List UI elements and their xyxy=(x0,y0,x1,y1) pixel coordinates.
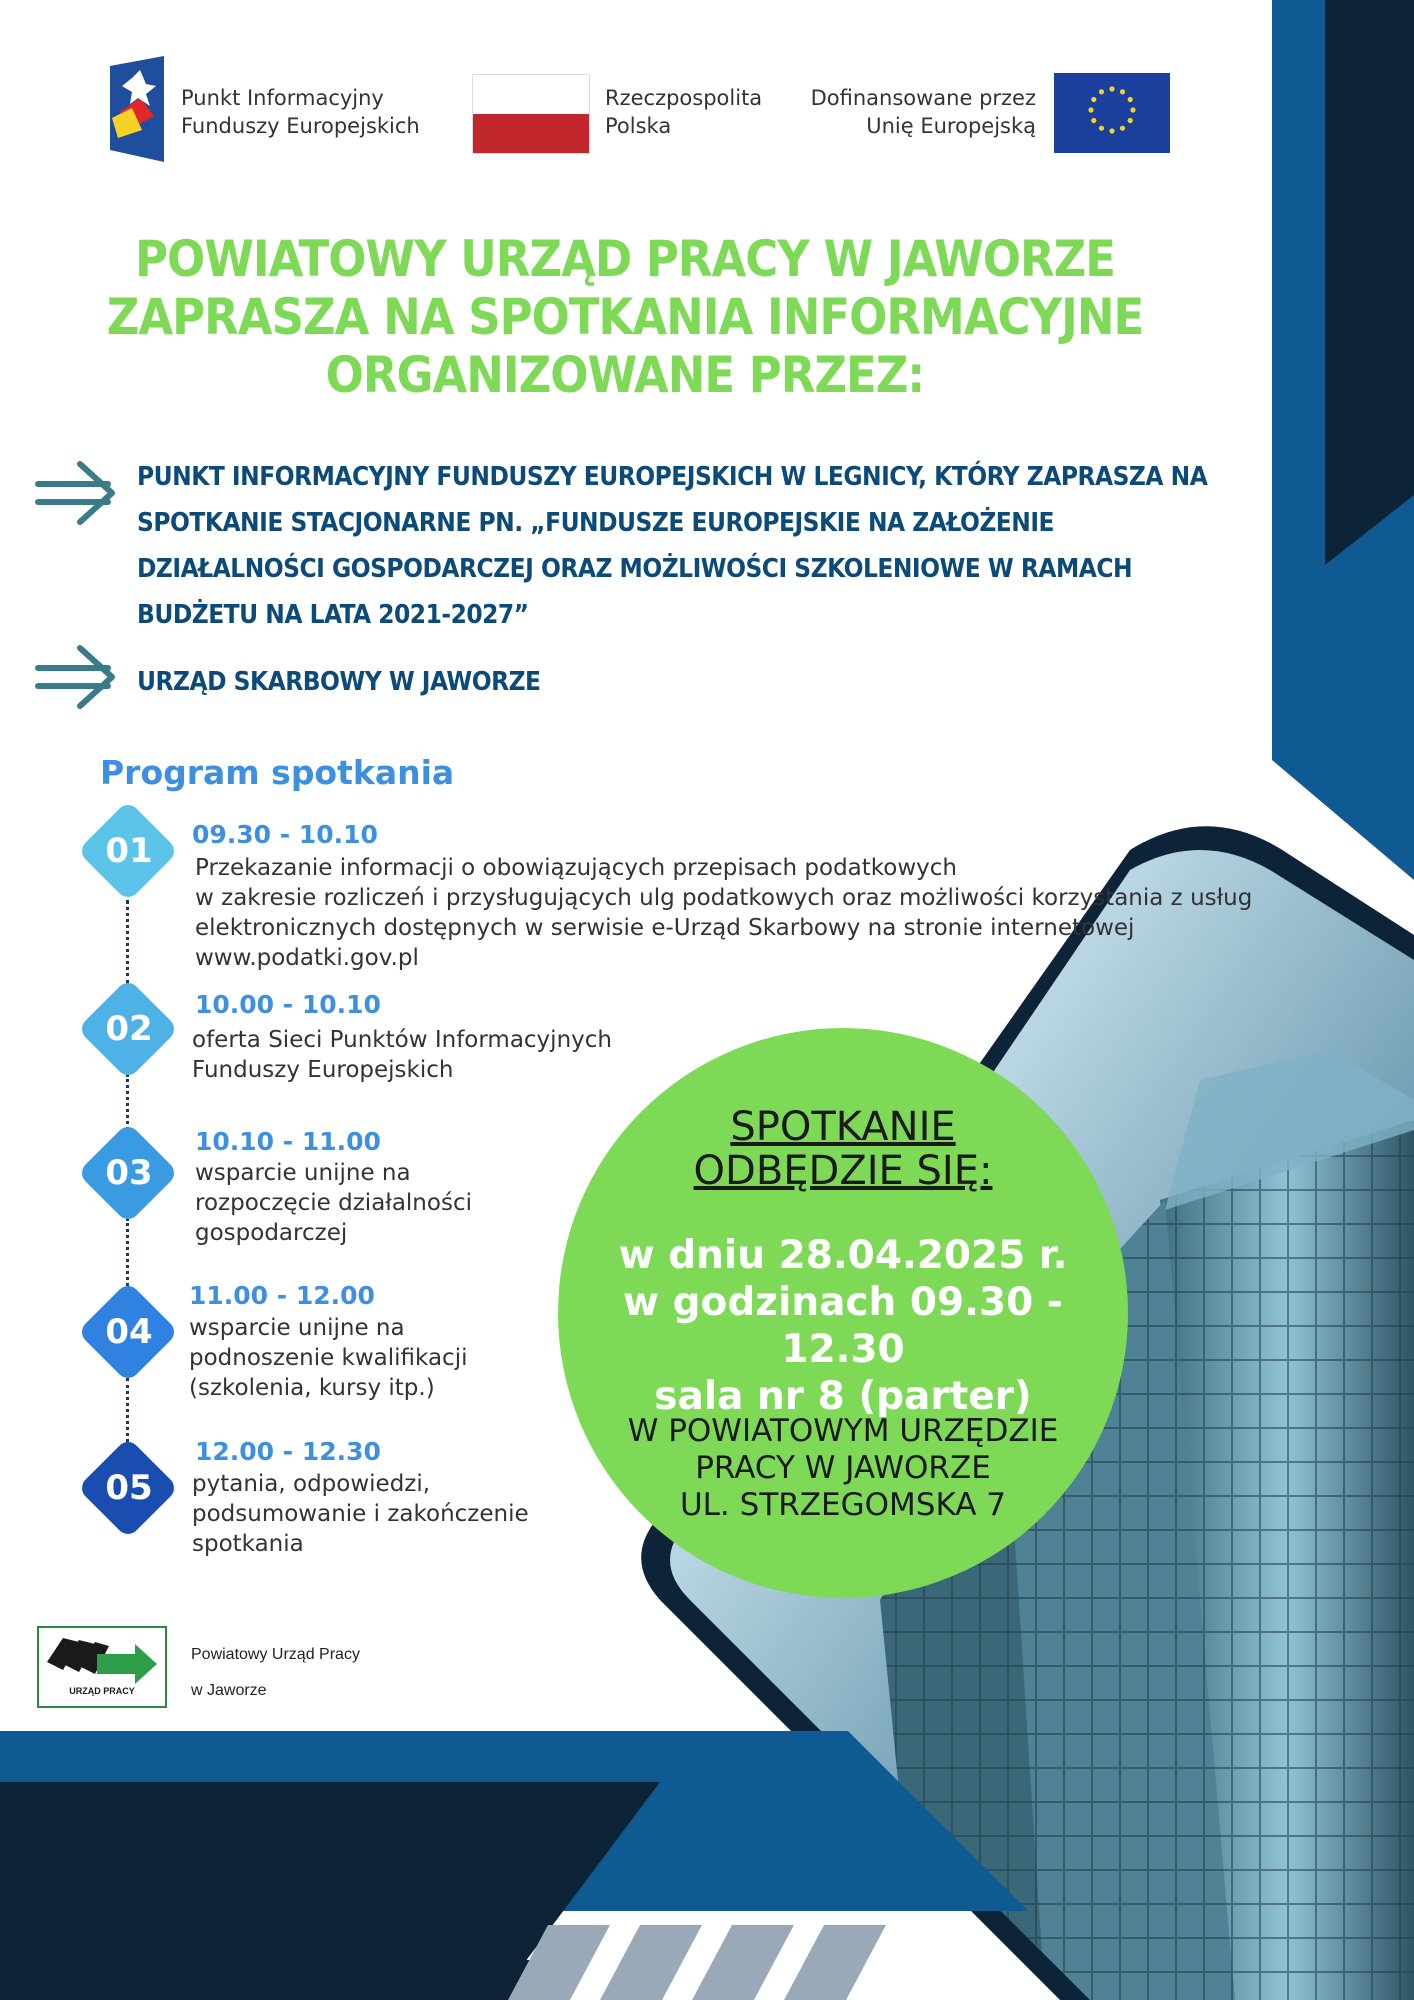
program-number-05: 05 xyxy=(105,1468,153,1508)
poland-logo-text xyxy=(605,84,762,140)
program-desc-05-line-3: spotkania xyxy=(192,1531,304,1557)
organizer-pife-line-4: BUDŻETU NA LATA 2021-2027” xyxy=(137,600,529,630)
pife-logo-line2: Funduszy Europejskich xyxy=(181,114,420,138)
program-desc-05-line-1: pytania, odpowiedzi, xyxy=(192,1471,431,1497)
pup-name xyxy=(191,1637,360,1709)
pup-logo-icon xyxy=(39,1628,165,1688)
organizer-tax-office xyxy=(137,659,541,705)
program-desc-01-line-3: elektronicznych dostępnych w serwisie e-Urząd Skarbowy na stronie internetowej xyxy=(195,915,1135,941)
program-desc-03-line-3: gospodarczej xyxy=(195,1220,348,1246)
poland-logo-line2: Polska xyxy=(605,114,672,138)
eu-logo-line2: Unię Europejską xyxy=(866,114,1036,138)
pup-name-line-2: w Jaworze xyxy=(191,1682,267,1699)
timeline-connector xyxy=(126,1378,129,1448)
arrow-icon xyxy=(34,644,118,710)
eu-logo-text xyxy=(780,84,1036,140)
program-desc-04-line-3: (szkolenia, kursy itp.) xyxy=(189,1375,435,1401)
timeline-connector xyxy=(126,1218,129,1286)
poland-flag-icon xyxy=(472,74,590,154)
pup-logo xyxy=(37,1626,167,1708)
program-desc-01-line-2: w zakresie rozliczeń i przysługujących ulg podatkowych oraz możliwości korzystania z usług xyxy=(195,885,1253,911)
program-time-05: 12.00 - 12.30 xyxy=(195,1437,381,1466)
program-time-01: 09.30 - 10.10 xyxy=(192,820,378,849)
program-desc-02-line-2: Funduszy Europejskich xyxy=(192,1057,454,1083)
meeting-heading-line-2: ODBĘDZIE SIĘ: xyxy=(693,1148,993,1194)
program-number-03: 03 xyxy=(105,1153,153,1193)
timeline-connector xyxy=(126,900,129,984)
right-bar-dark xyxy=(1325,0,1414,565)
meeting-hours: w godzinach 09.30 - 12.30 xyxy=(623,1280,1063,1372)
poland-logo-line1: Rzeczpospolita xyxy=(605,86,763,110)
title-line-3: ORGANIZOWANE PRZEZ: xyxy=(325,346,925,404)
program-desc-04 xyxy=(189,1313,467,1403)
organizer-tax-office-line: URZĄD SKARBOWY W JAWORZE xyxy=(137,667,541,697)
organizer-pife xyxy=(137,454,1257,638)
meeting-place-line-1: W POWIATOWYM URZĘDZIE xyxy=(627,1413,1059,1449)
meeting-heading xyxy=(558,1105,1128,1193)
meeting-room: sala nr 8 (parter) xyxy=(654,1374,1032,1419)
program-heading: Program spotkania xyxy=(100,753,455,792)
program-desc-04-line-2: podnoszenie kwalifikacji xyxy=(189,1345,468,1371)
arrow-icon xyxy=(34,460,118,526)
organizer-pife-line-1: PUNKT INFORMACYJNY FUNDUSZY EUROPEJSKICH W LEGNICY, KTÓRY ZAPRASZA NA xyxy=(137,462,1208,492)
program-desc-05-line-2: podsumowanie i zakończenie xyxy=(192,1501,529,1527)
program-desc-03-line-1: wsparcie unijne na xyxy=(195,1160,411,1186)
organizer-pife-line-2: SPOTKANIE STACJONARNE PN. „FUNDUSZE EUROPEJSKIE NA ZAŁOŻENIE xyxy=(137,508,1055,538)
title-line-1: POWIATOWY URZĄD PRACY W JAWORZE xyxy=(135,230,1115,288)
organizer-pife-line-3: DZIAŁALNOŚCI GOSPODARCZEJ ORAZ MOŻLIWOŚCI SZKOLENIOWE W RAMACH xyxy=(137,554,1133,584)
pup-logo-caption: URZĄD PRACY xyxy=(69,1686,135,1696)
meeting-heading-line-1: SPOTKANIE xyxy=(730,1104,956,1150)
pife-logo-text xyxy=(181,84,420,140)
program-desc-04-line-1: wsparcie unijne na xyxy=(189,1315,405,1341)
program-time-03: 10.10 - 11.00 xyxy=(195,1127,381,1156)
eu-flag-icon xyxy=(1054,73,1170,153)
bottom-stripes xyxy=(508,1925,886,2000)
pife-logo-icon xyxy=(110,56,168,162)
program-desc-03 xyxy=(195,1158,472,1248)
program-desc-01 xyxy=(195,853,1252,973)
meeting-place-line-3: UL. STRZEGOMSKA 7 xyxy=(679,1487,1007,1523)
program-number-04: 04 xyxy=(105,1312,153,1352)
program-desc-01-line-1: Przekazanie informacji o obowiązujących przepisach podatkowych xyxy=(195,855,957,881)
meeting-date: w dniu 28.04.2025 r. xyxy=(618,1233,1068,1278)
program-desc-02-line-1: oferta Sieci Punktów Informacyjnych xyxy=(192,1027,612,1053)
program-number-01: 01 xyxy=(105,831,153,871)
bottom-band-base xyxy=(0,1960,560,2000)
timeline-connector xyxy=(126,1074,129,1130)
program-desc-03-line-2: rozpoczęcie działalności xyxy=(195,1190,472,1216)
meeting-place-line-2: PRACY W JAWORZE xyxy=(695,1450,991,1486)
meeting-details xyxy=(558,1232,1128,1420)
program-time-02: 10.00 - 10.10 xyxy=(195,990,381,1019)
program-desc-01-line-4: www.podatki.gov.pl xyxy=(195,945,419,971)
program-number-02: 02 xyxy=(105,1009,153,1049)
main-title xyxy=(60,230,1190,404)
pife-logo-line1: Punkt Informacyjny xyxy=(181,86,384,110)
program-desc-05 xyxy=(192,1469,529,1559)
program-time-04: 11.00 - 12.00 xyxy=(189,1281,375,1310)
eu-logo-line1: Dofinansowane przez xyxy=(810,86,1036,110)
title-line-2: ZAPRASZA NA SPOTKANIA INFORMACYJNE xyxy=(106,288,1144,346)
program-desc-02 xyxy=(192,1025,612,1085)
pup-name-line-1: Powiatowy Urząd Pracy xyxy=(191,1646,360,1663)
meeting-address xyxy=(558,1413,1128,1524)
